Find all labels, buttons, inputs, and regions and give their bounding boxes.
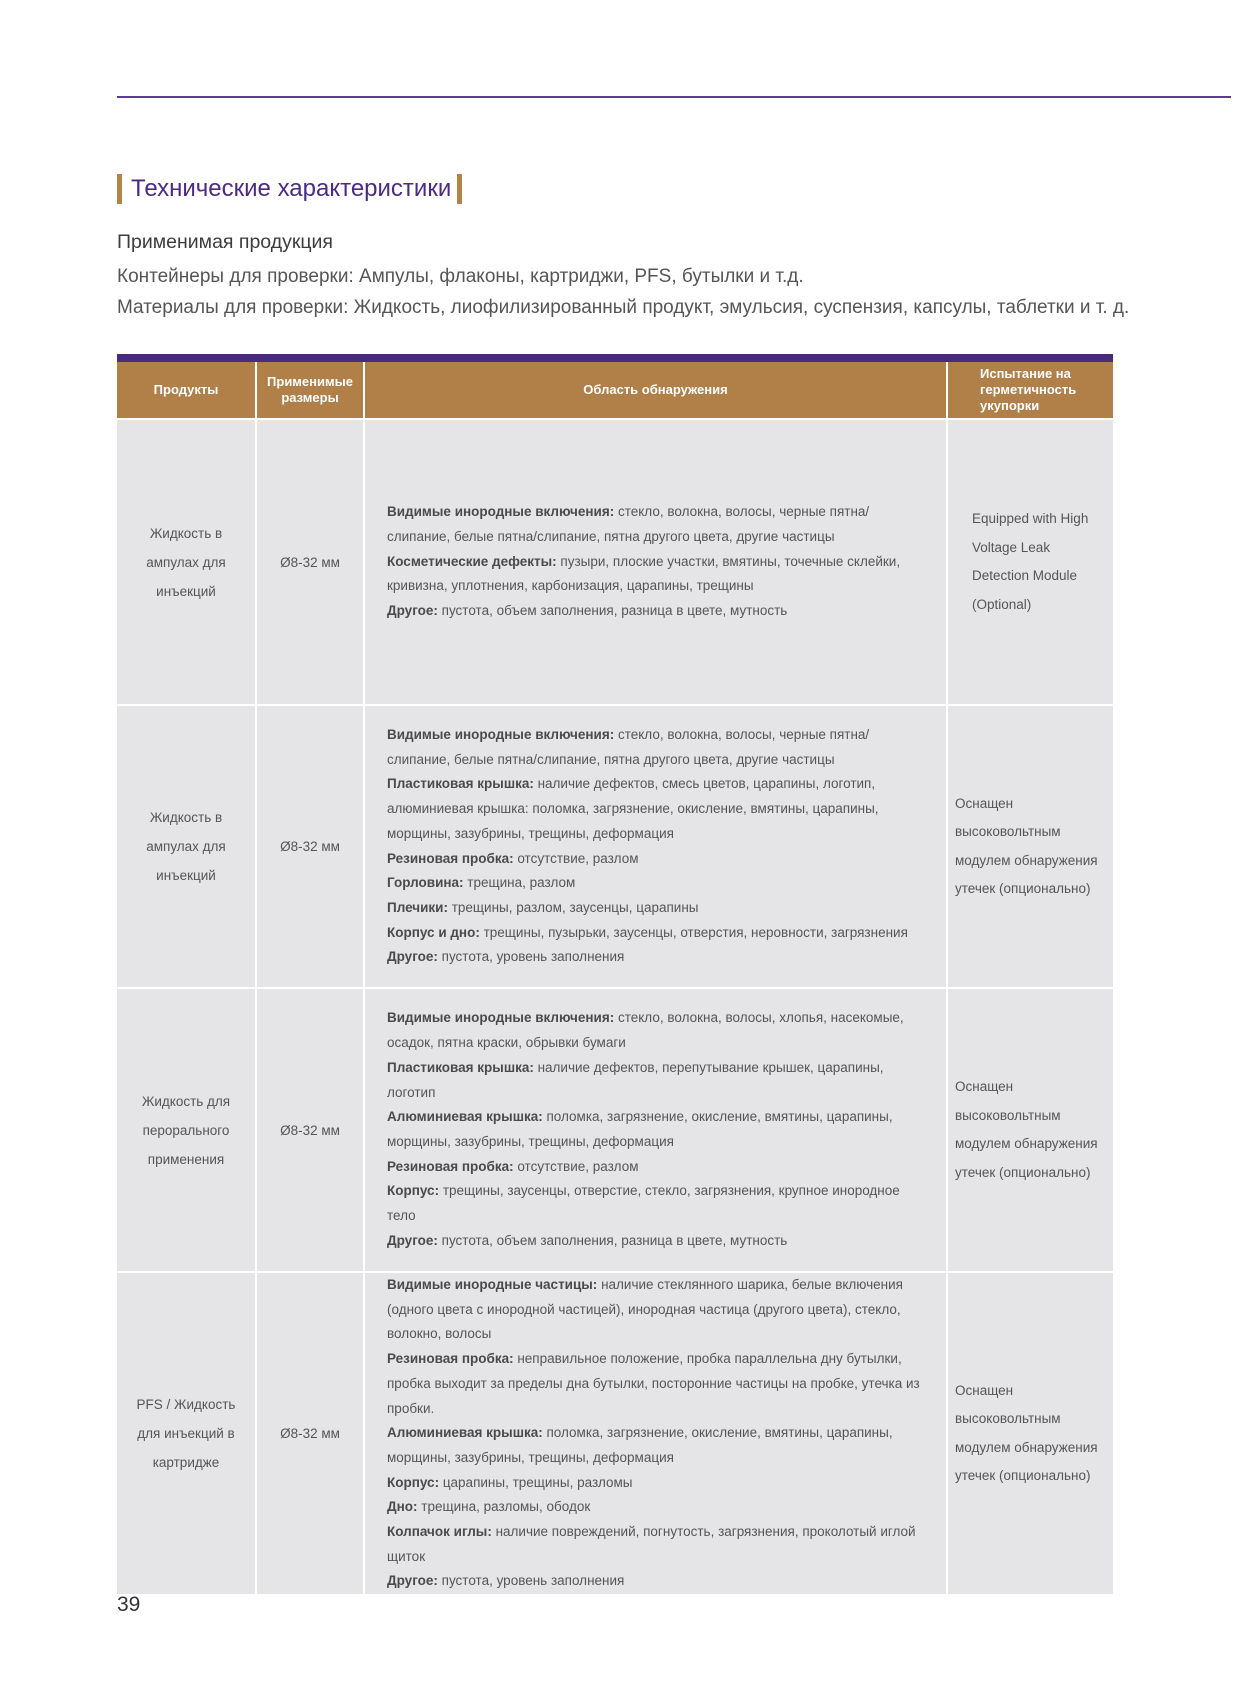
detection-item: Другое: пустота, уровень заполнения	[387, 1573, 625, 1589]
header-products: Продукты	[117, 362, 256, 419]
section-title-text: Технические характеристики	[131, 175, 452, 202]
detection-item: Резиновая пробка: отсутствие, разлом	[387, 1158, 639, 1174]
table-row	[117, 1272, 1113, 1594]
detection-item: Резиновая пробка: отсутствие, разлом	[387, 850, 639, 866]
product-cell: Жидкость в ампулах для инъекций	[117, 705, 256, 988]
detection-item: Пластиковая крышка: наличие дефектов, перепутывание крышек, царапины, логотип	[387, 1059, 884, 1100]
table-row	[117, 988, 1113, 1272]
leak-test-cell: Оснащен высоковольтным модулем обнаружения утечек (опционально)	[947, 705, 1113, 988]
detection-area-cell	[364, 1272, 947, 1594]
spec-table	[117, 362, 1113, 1594]
product-cell: PFS / Жидкость для инъекций в картридже	[117, 1272, 256, 1594]
detection-item: Плечики: трещины, разлом, заусенцы, царапины	[387, 899, 699, 915]
detection-item: Колпачок иглы: наличие повреждений, погнутость, загрязнения, проколотый иглой щиток	[387, 1524, 916, 1564]
section-title	[117, 172, 462, 206]
detection-item: Видимые инородные частицы: наличие стеклянного шарика, белые включения (одного цвета с инородной частицей), инородная частица (другого цвета), стекло, волокно, волосы	[387, 1277, 903, 1342]
containers-line: Контейнеры для проверки: Ампулы, флаконы, картриджи, PFS, бутылки и т.д.	[117, 266, 804, 287]
detection-area-cell	[364, 988, 947, 1272]
detection-item: Горловина: трещина, разлом	[387, 875, 576, 891]
detection-item: Другое: пустота, объем заполнения, разница в цвете, мутность	[387, 1232, 788, 1248]
detection-item: Алюминиевая крышка: поломка, загрязнение, окисление, вмятины, царапины, морщины, зазубрины, трещины, деформация	[387, 1425, 893, 1465]
table-header-row	[117, 362, 1113, 419]
table-top-band	[117, 354, 1113, 362]
detection-item: Другое: пустота, объем заполнения, разница в цвете, мутность	[387, 603, 788, 619]
title-bar-right	[457, 174, 462, 204]
detection-item: Дно: трещина, разломы, ободок	[387, 1499, 591, 1515]
detection-item: Видимые инородные включения: стекло, волокна, волосы, хлопья, насекомые, осадок, пятна краски, обрывки бумаги	[387, 1010, 904, 1051]
table-row	[117, 705, 1113, 988]
detection-item: Видимые инородные включения: стекло, волокна, волосы, черные пятна/слипание, белые пятна/слипание, пятна другого цвета, другие частицы	[387, 504, 870, 544]
subheading: Применимая продукция	[117, 231, 333, 253]
size-cell: Ø8-32 мм	[256, 1272, 364, 1594]
detection-item: Резиновая пробка: неправильное положение, пробка параллельна дну бутылки, пробка выходит за пределы дна бутылки, посторонние частицы на пробке, утечка из пробки.	[387, 1351, 920, 1416]
header-sizes: Применимые размеры	[256, 362, 364, 419]
header-leak: Испытание на герметичность укупорки	[947, 362, 1113, 419]
size-cell: Ø8-32 мм	[256, 419, 364, 705]
leak-test-cell: Оснащен высоковольтным модулем обнаружения утечек (опционально)	[947, 1272, 1113, 1594]
detection-area-cell	[364, 419, 947, 705]
header-rule	[117, 96, 1231, 98]
detection-item: Другое: пустота, уровень заполнения	[387, 949, 625, 965]
product-cell: Жидкость для перорального применения	[117, 988, 256, 1272]
detection-area-cell	[364, 705, 947, 988]
leak-test-cell: Equipped with High Voltage Leak Detection Module (Optional)	[947, 419, 1113, 705]
size-cell: Ø8-32 мм	[256, 988, 364, 1272]
header-area: Область обнаружения	[364, 362, 947, 419]
table-row	[117, 419, 1113, 705]
page-number: 39	[117, 1593, 141, 1616]
detection-item: Видимые инородные включения: стекло, волокна, волосы, черные пятна/слипание, белые пятна/слипание, пятна другого цвета, другие частицы	[387, 726, 870, 767]
product-cell: Жидкость в ампулах для инъекций	[117, 419, 256, 705]
detection-item: Корпус: царапины, трещины, разломы	[387, 1474, 633, 1490]
detection-item: Алюминиевая крышка: поломка, загрязнение, окисление, вмятины, царапины, морщины, зазубрины, трещины, деформация	[387, 1109, 893, 1149]
materials-line: Материалы для проверки: Жидкость, лиофилизированный продукт, эмульсия, суспензия, капсулы, таблетки и т. д.	[117, 297, 1130, 318]
detection-item: Косметические дефекты: пузыри, плоские участки, вмятины, точечные склейки, кривизна, уплотнения, карбонизация, царапины, трещины	[387, 553, 901, 594]
size-cell: Ø8-32 мм	[256, 705, 364, 988]
detection-item: Корпус: трещины, заусенцы, отверстие, стекло, загрязнения, крупное инородное тело	[387, 1183, 900, 1224]
detection-item: Пластиковая крышка: наличие дефектов, смесь цветов, царапины, логотип, алюминиевая крышка: поломка, загрязнение, окисление, вмятины, царапины, морщины, зазубрины, трещины, деформация	[387, 776, 879, 841]
detection-item: Корпус и дно: трещины, пузырьки, заусенцы, отверстия, неровности, загрязнения	[387, 924, 908, 940]
leak-test-cell: Оснащен высоковольтным модулем обнаружения утечек (опционально)	[947, 988, 1113, 1272]
